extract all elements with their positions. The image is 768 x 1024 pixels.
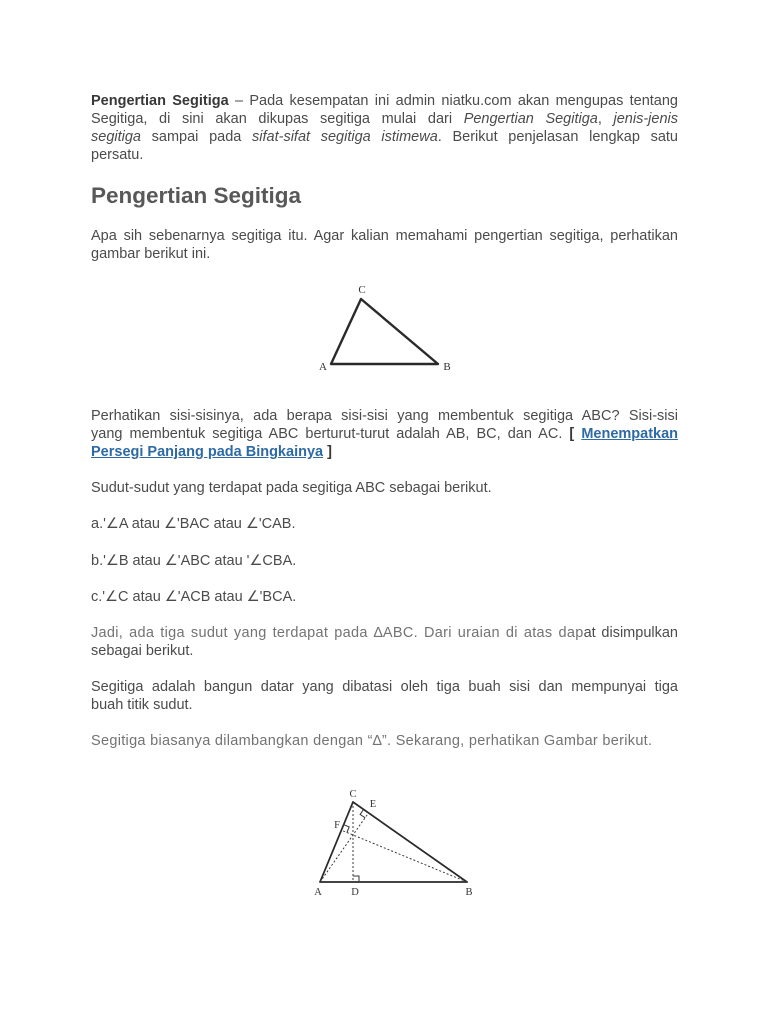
text-line [91, 642, 678, 660]
text-run: , [597, 111, 614, 127]
angle-item-a: a.'∠A atau ∠'BAC atau ∠'CAB. [91, 516, 296, 532]
bold-text: ] [323, 444, 332, 460]
intro-paragraph [91, 92, 678, 164]
vertex-label-b: B [465, 887, 473, 898]
text-run: at disimpulkan [583, 625, 678, 641]
text-run: buah titik sudut. [91, 697, 193, 713]
vertex-label-b: B [443, 361, 451, 373]
text-run: – Pada kesempatan ini admin niatku.com akan mengupas tentang [228, 93, 678, 109]
text-line [91, 227, 678, 245]
text-run: Segitiga, di sini akan dikupas segitiga mulai dari [91, 111, 464, 127]
text-line [91, 110, 678, 128]
link-menempatkan-persegi-panjang[interactable]: Menempatkan [581, 426, 679, 442]
vertex-label-a: A [314, 887, 322, 898]
text-line [91, 146, 678, 164]
italic-text: jenis-jenis [613, 111, 678, 127]
angles-intro: Sudut-sudut yang terdapat pada segitiga ABC sebagai berikut. [91, 480, 492, 496]
text-run: . Berikut penjelasan lengkap satu [437, 129, 678, 145]
point-label-e: E [369, 799, 377, 810]
angle-item-b: b.'∠B atau ∠'ABC atau '∠CBA. [91, 553, 297, 569]
text-line [91, 624, 678, 642]
text-line [91, 678, 678, 696]
point-label-f: F [334, 820, 340, 831]
triangle-abc [331, 299, 438, 364]
text-line [91, 245, 678, 263]
text-run: sampai pada [140, 129, 253, 145]
vertex-label-a: A [319, 361, 327, 373]
angle-item-c: c.'∠C atau ∠'ACB atau ∠'BCA. [91, 589, 297, 605]
text-run: yang membentuk segitiga ABC berturut-turut adalah AB, BC, dan AC. [91, 426, 570, 442]
symbol-note: Segitiga biasanya dilambangkan dengan “∆”. Sekarang, perhatikan Gambar berikut. [91, 733, 653, 749]
text-line [91, 128, 678, 146]
italic-text: Pengertian Segitiga [463, 111, 598, 127]
link-menempatkan-persegi-panjang[interactable]: Persegi Panjang pada Bingkainya [91, 444, 324, 460]
triangle-abc-figure [300, 275, 470, 375]
text-run: Apa sih sebenarnya segitiga itu. Agar kalian memahami pengertian segitiga, perhatikan [91, 228, 678, 244]
conclusion-paragraph [91, 624, 678, 660]
bold-text: Pengertian Segitiga [91, 93, 229, 109]
text-run: Segitiga adalah bangun datar yang dibatasi oleh tiga buah sisi dan mempunyai tiga [91, 679, 678, 695]
muted-text: Jadi, ada tiga sudut yang terdapat pada ∆ABC. Dari uraian di atas dap [91, 625, 584, 641]
figure-intro-paragraph [91, 227, 678, 263]
sides-paragraph [91, 407, 678, 461]
text-run: persatu. [91, 147, 144, 163]
text-run: gambar berikut ini. [91, 246, 211, 262]
text-line [91, 425, 678, 443]
definition-paragraph [91, 678, 678, 714]
italic-text: segitiga [91, 129, 141, 145]
text-run: sebagai berikut. [91, 643, 194, 659]
text-line [91, 696, 678, 714]
point-label-d: D [351, 887, 359, 898]
text-line [91, 407, 678, 425]
vertex-label-c: C [349, 789, 357, 800]
right-angle-mark-d [353, 876, 359, 882]
section-heading: Pengertian Segitiga [91, 183, 302, 208]
vertex-label-c: C [358, 284, 366, 296]
text-line [91, 443, 678, 461]
bold-text: [ [569, 426, 582, 442]
triangle-altitudes-figure [305, 780, 480, 900]
text-run: Perhatikan sisi-sisinya, ada berapa sisi-sisi yang membentuk segitiga ABC? Sisi-sisi [91, 408, 678, 424]
italic-text: sifat-sifat segitiga istimewa [252, 129, 438, 145]
text-line [91, 92, 678, 110]
